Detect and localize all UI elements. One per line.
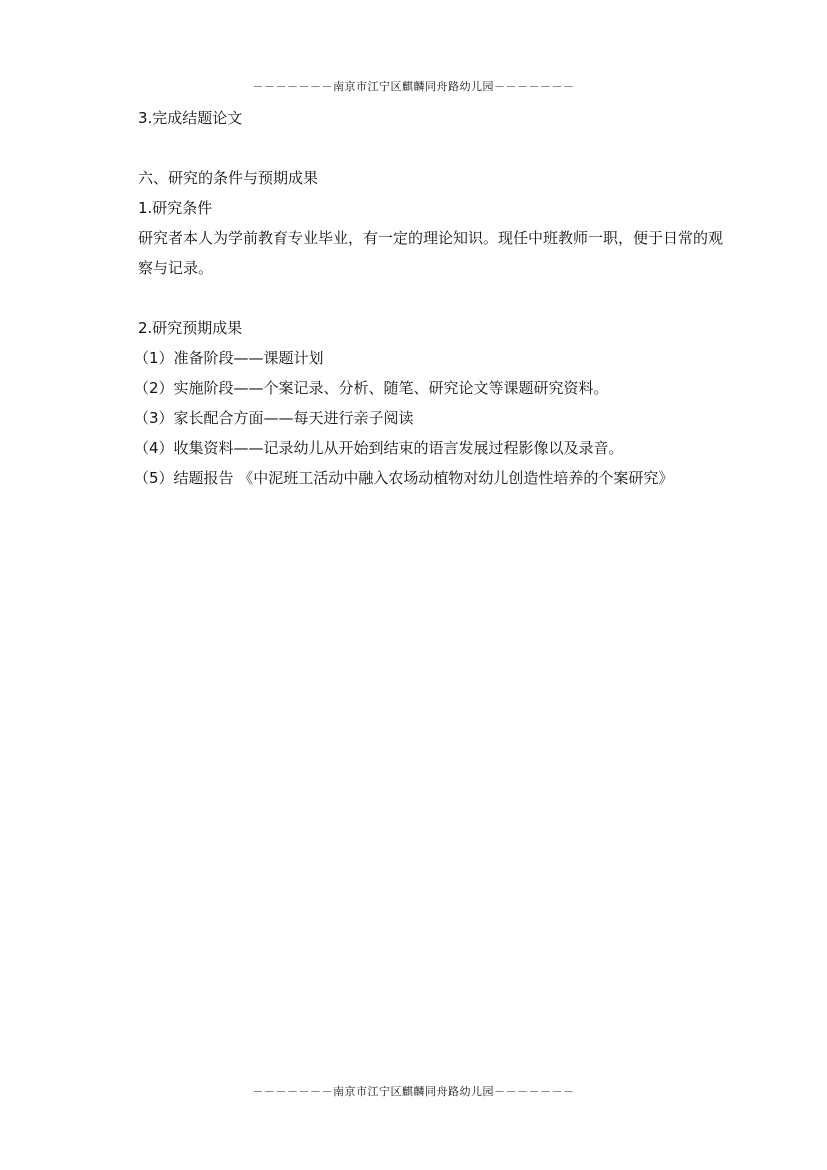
blank-line (138, 283, 738, 313)
section-heading: 六、研究的条件与预期成果 (138, 169, 319, 187)
list-item: （1）准备阶段——课题计划 (134, 349, 324, 367)
paragraph-conditions: 研究者本人为学前教育专业毕业，有一定的理论知识。现任中班教师一职，便于日常的观察与记录。 (138, 229, 724, 277)
running-header: －－－－－－－南京市江宁区麒麟同舟路幼儿园－－－－－－－ (252, 80, 575, 93)
document-body (134, 103, 738, 493)
blank-line (138, 133, 738, 163)
subsection-heading-results: 2.研究预期成果 (138, 319, 243, 337)
list-item: （3）家长配合方面——每天进行亲子阅读 (134, 409, 414, 427)
list-item: （2）实施阶段——个案记录、分析、随笔、研究论文等课题研究资料。 (134, 379, 609, 397)
list-item: （5）结题报告 《中泥班工活动中融入农场动植物对幼儿创造性培养的个案研究》 (134, 469, 674, 487)
running-footer: －－－－－－－南京市江宁区麒麟同舟路幼儿园－－－－－－－ (252, 1085, 575, 1098)
list-item-finish-thesis: 3.完成结题论文 (138, 109, 243, 127)
subsection-heading-conditions: 1.研究条件 (138, 199, 213, 217)
list-item: （4）收集资料——记录幼儿从开始到结束的语言发展过程影像以及录音。 (134, 439, 624, 457)
